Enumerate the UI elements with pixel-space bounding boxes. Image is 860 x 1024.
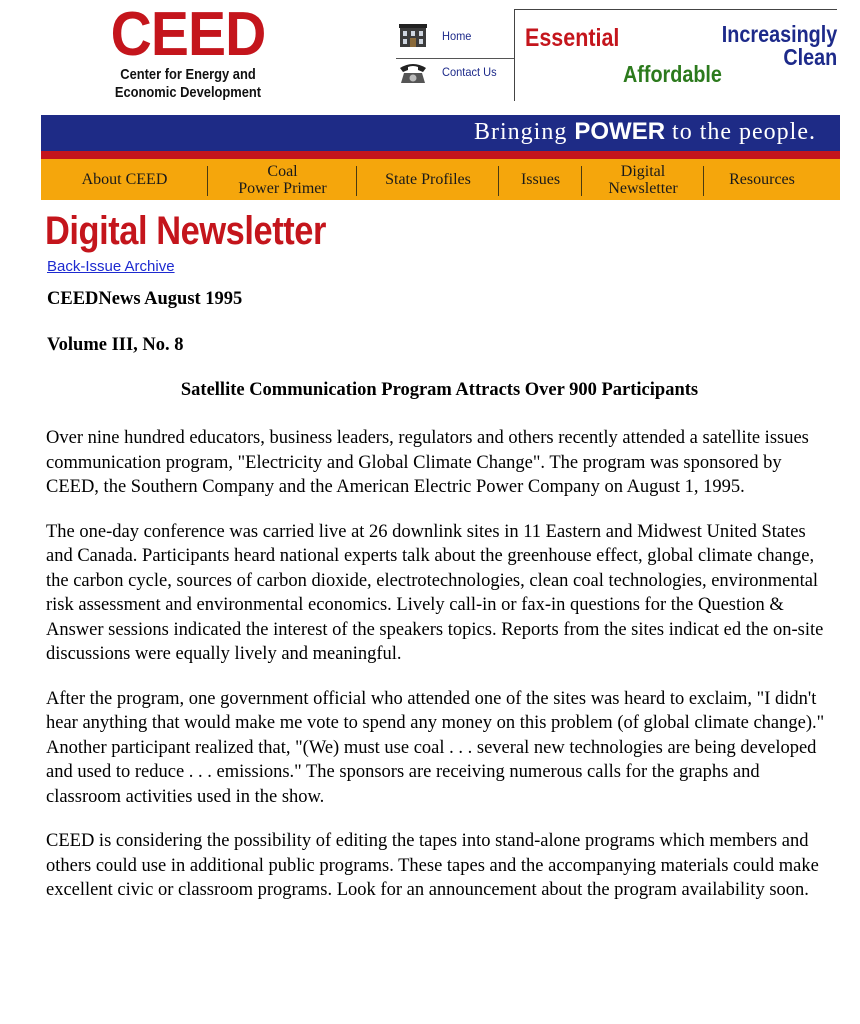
logo-subtitle-line1: Center for Energy and xyxy=(120,66,256,83)
utility-nav xyxy=(396,18,514,90)
article-paragraph: Over nine hundred educators, business leaders, regulators and others recently attended a satellite issues communication program, "Electricity and Global Climate Change". The program was sponsored by CEED, the Southern Company and the American Electric Power Company on August 1, 1995. xyxy=(46,428,809,497)
tagline-increasingly-clean xyxy=(722,23,837,69)
article-body xyxy=(46,426,836,923)
article-paragraph: CEED is considering the possibility of editing the tapes into stand-alone programs which members and others could use in additional public programs. These tapes and the accompanying materials could make excellent civic or classroom programs. Look for an announcement about the program availability soon. xyxy=(46,831,819,900)
banner-prefix: Bringing xyxy=(474,119,568,145)
nav-resources[interactable] xyxy=(704,164,820,196)
nav-label-line1: Digital xyxy=(620,162,666,180)
home-link[interactable] xyxy=(396,18,514,54)
contact-us-link[interactable] xyxy=(396,54,514,90)
logo-subtitle-line2: Economic Development xyxy=(114,84,262,101)
contact-us-label: Contact Us xyxy=(442,65,497,79)
tagline-essential: Essential xyxy=(525,24,620,52)
logo-mark: CEED xyxy=(110,0,266,69)
back-issue-archive-link[interactable]: Back-Issue Archive xyxy=(47,258,175,275)
article-title: Satellite Communication Program Attracts Over 900 Participants xyxy=(180,380,699,400)
banner-emphasis: POWER xyxy=(574,118,666,145)
nav-state-profiles[interactable] xyxy=(357,164,499,196)
ceed-logo[interactable] xyxy=(102,0,274,102)
nav-label-line2: Newsletter xyxy=(608,179,678,197)
article-paragraph: After the program, one government official who attended one of the sites was heard to exclaim, "I didn't hear anything that would make me vote to spend any money on this problem (of global climate change)." Another participant realized that, "(We) must use coal . . . several new technologies are being developed and used to reduce . . . emissions." The sponsors are receiving numerous calls for the graphs and classroom activities used in the show. xyxy=(46,688,825,807)
telephone-icon xyxy=(396,59,430,85)
slogan-banner xyxy=(41,115,840,159)
tagline-clean: Clean xyxy=(783,44,837,70)
utility-divider xyxy=(396,58,514,59)
tagline-affordable: Affordable xyxy=(623,61,722,87)
nav-issues[interactable] xyxy=(499,164,582,196)
page-title: Digital Newsletter xyxy=(45,209,326,253)
issue-date: CEEDNews August 1995 xyxy=(47,289,243,309)
tagline-increasingly: Increasingly xyxy=(721,21,837,47)
volume-number: Volume III, No. 8 xyxy=(47,335,184,355)
nav-label-line2: Power Primer xyxy=(238,179,327,197)
tagline-box xyxy=(514,9,837,101)
banner-slogan xyxy=(474,118,816,146)
nav-label: State Profiles xyxy=(385,171,471,188)
article-paragraph: The one-day conference was carried live at 26 downlink sites in 11 Eastern and Midwest United States and Canada. Participants heard national experts talk about the greenhouse effect, global climate change, the carbon cycle, sources of carbon dioxide, electrotechnologies, clean coal technologies, environmental risk assessment and environmental economics. Lively call-in or fax-in questions for the Question & Answer sessions indicated the interest of the speakers topics. Reports from the sites indicat ed the on-site discussions were equally lively and meaningful. xyxy=(46,521,824,664)
main-nav xyxy=(41,159,840,200)
building-icon xyxy=(396,23,430,49)
home-label: Home xyxy=(442,29,472,43)
logo-subtitle xyxy=(114,66,262,102)
nav-digital-newsletter[interactable] xyxy=(582,164,704,196)
nav-label: Resources xyxy=(729,171,795,188)
nav-label: About CEED xyxy=(81,171,168,188)
nav-label-line1: Coal xyxy=(267,162,298,180)
nav-label: Issues xyxy=(520,171,561,188)
banner-suffix: to the people. xyxy=(672,119,816,145)
nav-about-ceed[interactable] xyxy=(41,164,208,196)
nav-coal-power-primer[interactable] xyxy=(208,164,357,196)
